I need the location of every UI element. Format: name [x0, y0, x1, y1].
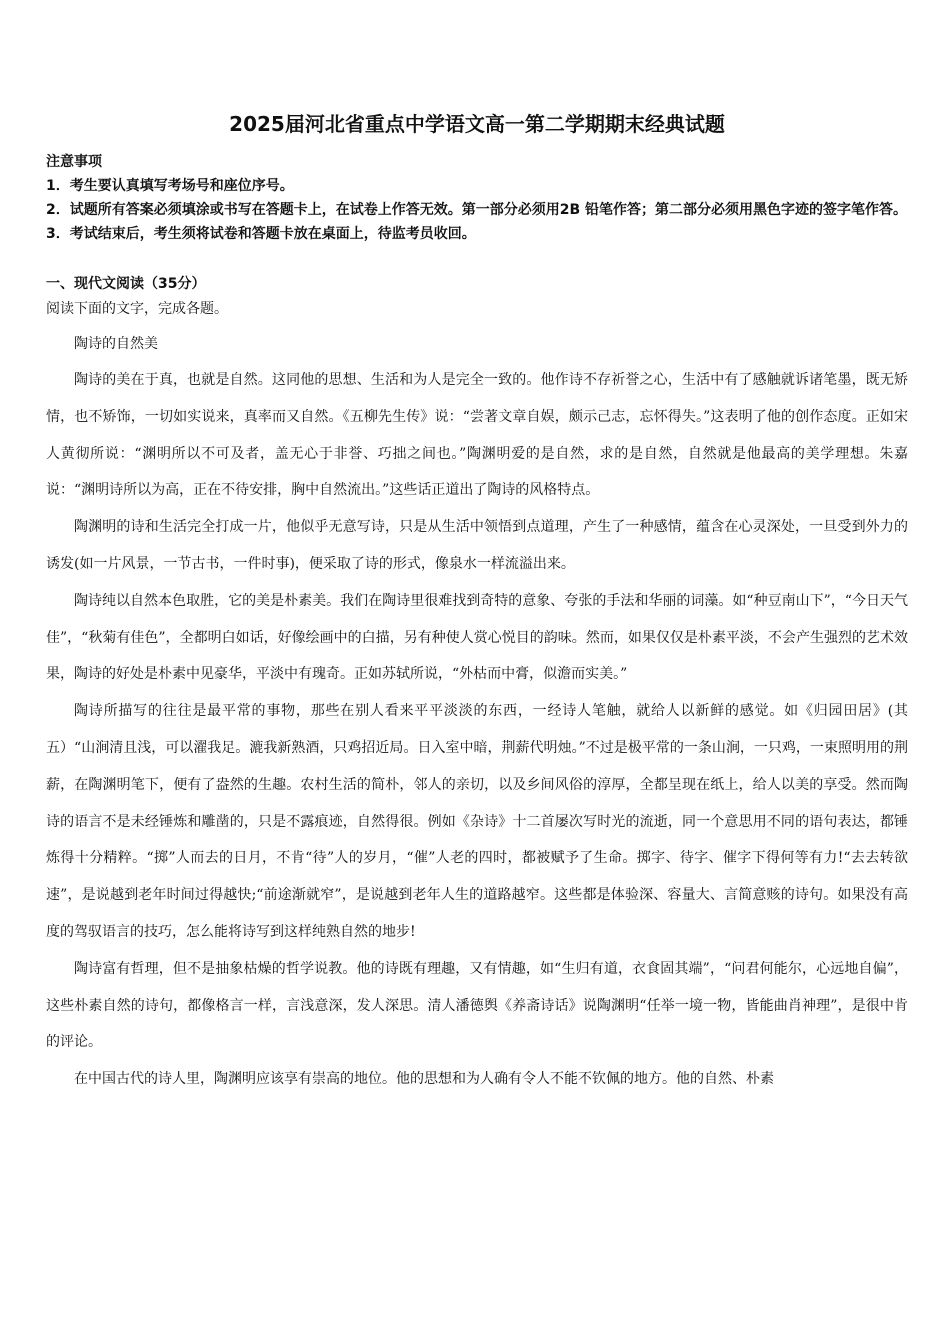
exam-page — [46, 108, 908, 1098]
article-paragraph-1: 陶诗的美在于真，也就是自然。这同他的思想、生活和为人是完全一致的。他作诗不存祈誉之心，生活中有了感触就诉诸笔墨，既无矫情，也不矫饰，一切如实说来，真率而又自然。《五柳先生传》说：“尝著文章自娱，颇示己志，忘怀得失。”这表明了他的创作态度。正如宋人黄彻所说：“渊明所以不可及者，盖无心于非誉、巧拙之间也。”陶渊明爱的是自然，求的是自然，自然就是他最高的美学理想。朱嘉说：“渊明诗所以为高，正在不待安排，胸中自然流出。”这些话正道出了陶诗的风格特点。 — [46, 372, 908, 499]
notice-heading: 注意事项 — [46, 154, 102, 170]
article-body — [46, 362, 908, 1098]
notice-item-3: 3．考试结束后，考生须将试卷和答题卡放在桌面上，待监考员收回。 — [46, 226, 476, 242]
exam-title: 2025届河北省重点中学语文高一第二学期期末经典试题 — [229, 112, 725, 136]
notice-item-1: 1．考生要认真填写考场号和座位序号。 — [46, 178, 294, 194]
section-instruction: 阅读下面的文字，完成各题。 — [46, 301, 228, 317]
article-paragraph-5: 陶诗富有哲理，但不是抽象枯燥的哲学说教。他的诗既有理趣，又有情趣，如“生归有道，衣食固其端”，“问君何能尔，心远地自偏”，这些朴素自然的诗句，都像格言一样，言浅意深，发人深思。清人潘德舆《养斋诗话》说陶渊明“任举一境一物，皆能曲肖神理”，是很中肯的评论。 — [46, 960, 908, 1051]
article-title: 陶诗的自然美 — [74, 336, 158, 352]
notice-block — [46, 150, 908, 246]
article-paragraph-2: 陶渊明的诗和生活完全打成一片，他似乎无意写诗，只是从生活中领悟到点道理，产生了一种感情，蕴含在心灵深处，一旦受到外力的诱发(如一片风景，一节古书，一件时事)，便采取了诗的形式，像泉水一样流溢出来。 — [46, 519, 908, 572]
article-paragraph-6: 在中国古代的诗人里，陶渊明应该享有崇高的地位。他的思想和为人确有令人不能不钦佩的地方。他的自然、朴素 — [74, 1071, 774, 1088]
article-paragraph-3: 陶诗纯以自然本色取胜，它的美是朴素美。我们在陶诗里很难找到奇特的意象、夸张的手法和华丽的词藻。如“种豆南山下”，“今日天气佳”，“秋菊有佳色”，全都明白如话，好像绘画中的白描，另有种使人赏心悦目的韵味。然而，如果仅仅是朴素平淡，不会产生强烈的艺术效果，陶诗的好处是朴素中见豪华，平淡中有瑰奇。正如苏轼所说，“外枯而中膏，似澹而实美。” — [46, 592, 908, 683]
section-heading: 一、现代文阅读（35分） — [46, 276, 206, 292]
article-paragraph-4: 陶诗所描写的往往是最平常的事物，那些在别人看来平平淡淡的东西，一经诗人笔触，就给人以新鲜的感觉。如《归园田居》(其五）“山涧清且浅，可以濯我足。漉我新熟酒，只鸡招近局。日入室中暗，荆薪代明烛。”不过是极平常的一条山涧，一只鸡，一束照明用的荆薪，在陶渊明笔下，便有了盎然的生趣。农村生活的简朴，邻人的亲切，以及乡间风俗的淳厚，全都呈现在纸上，给人以美的享受。然而陶诗的语言不是未经锤炼和雕凿的，只是不露痕迹，自然得很。例如《杂诗》十二首屡次写时光的流逝，同一个意思用不同的语句表达，都锤炼得十分精粹。“掷”人而去的日月，不肯“待”人的岁月，“催”人老的四时，都被赋予了生命。掷字、待字、催字下得何等有力!“去去转欲速”，是说越到老年时间过得越快;“前途渐就窄”，是说越到老年人生的道路越窄。这些都是体验深、容量大、言简意赅的诗句。如果没有高度的驾驭语言的技巧，怎么能将诗写到这样纯熟自然的地步! — [46, 703, 908, 940]
notice-item-2: 2．试题所有答案必须填涂或书写在答题卡上，在试卷上作答无效。第一部分必须用2B 铅笔作答；第二部分必须用黑色字迹的签字笔作答。 — [46, 202, 908, 218]
